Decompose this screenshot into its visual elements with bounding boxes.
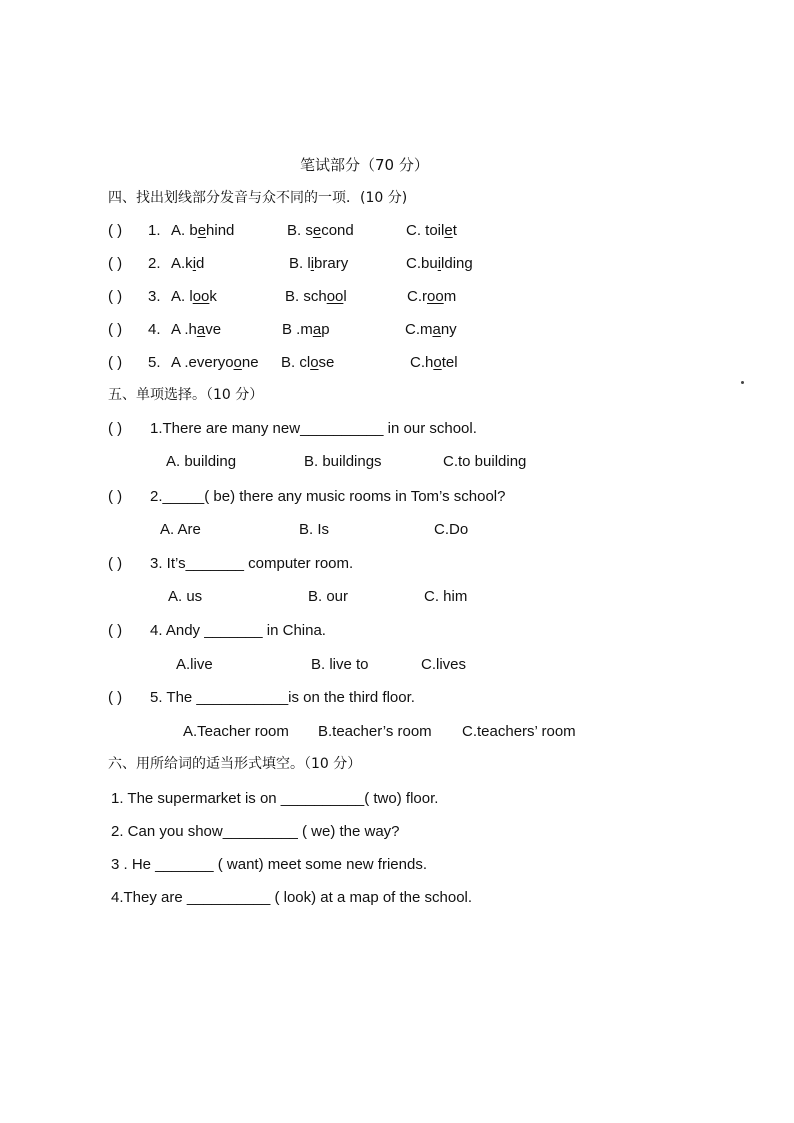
- option-text: A. l: [171, 288, 193, 305]
- underlined-letters: e: [197, 222, 207, 239]
- underlined-letters: a: [432, 321, 441, 338]
- option-text: brary: [314, 255, 349, 272]
- answer-bracket: ( ): [108, 255, 123, 272]
- option-b: [285, 288, 347, 306]
- question-number: 2.: [148, 255, 161, 272]
- option-text: A .h: [171, 321, 197, 338]
- underlined-letters: a: [196, 321, 206, 338]
- option-a: [171, 321, 221, 339]
- option-text: p: [321, 321, 330, 338]
- fill-in-item: 3 . He _______ ( want) meet some new friends.: [111, 856, 427, 873]
- option-c: C. him: [424, 588, 468, 605]
- option-b: B. our: [308, 588, 349, 605]
- underlined-letters: o: [310, 354, 319, 371]
- underlined-letters: oo: [192, 288, 210, 305]
- answer-bracket: ( ): [108, 555, 123, 572]
- option-c: C.lives: [421, 656, 467, 673]
- question-number: 4.: [148, 321, 161, 338]
- option-text: hind: [206, 222, 235, 239]
- option-text: ve: [205, 321, 222, 338]
- option-text: lding: [441, 255, 473, 272]
- underlined-letters: a: [312, 321, 322, 338]
- option-text: A. b: [171, 222, 198, 239]
- section-6-heading: 六、用所给词的适当形式填空。（10 分）: [108, 756, 362, 772]
- option-c: C.to building: [443, 453, 527, 470]
- answer-bracket: ( ): [108, 321, 123, 338]
- option-text: B .m: [282, 321, 313, 338]
- answer-bracket: ( ): [108, 354, 123, 371]
- option-text: l: [343, 288, 347, 305]
- underlined-letters: i: [192, 255, 197, 272]
- option-a: A. Are: [160, 521, 201, 538]
- option-text: C.m: [405, 321, 433, 338]
- answer-bracket: ( ): [108, 689, 123, 706]
- underlined-letters: o: [433, 354, 442, 371]
- fill-in-item: 4.They are __________ ( look) at a map of the school.: [111, 889, 473, 906]
- option-text: cond: [321, 222, 354, 239]
- option-text: k: [209, 288, 217, 305]
- section-4-heading: 四、找出划线部分发音与众不同的一项．(10 分): [108, 190, 408, 206]
- answer-bracket: ( ): [108, 222, 123, 239]
- option-c: C.teachers’ room: [462, 723, 576, 740]
- exam-title: 笔试部分（70 分）: [300, 156, 429, 174]
- option-b: [282, 321, 330, 339]
- option-b: B.teacher’s room: [318, 723, 432, 740]
- option-text: B. s: [287, 222, 313, 239]
- question-stem: 5. The ___________is on the third floor.: [150, 689, 415, 706]
- option-text: d: [196, 255, 205, 272]
- option-text: tel: [441, 354, 458, 371]
- question-number: 5.: [148, 354, 161, 371]
- option-text: ny: [440, 321, 457, 338]
- underlined-letters: o: [233, 354, 242, 371]
- question-stem: 4. Andy _______ in China.: [150, 622, 326, 639]
- option-a: [171, 288, 217, 306]
- underlined-letters: e: [312, 222, 322, 239]
- underlined-letters: oo: [427, 288, 444, 305]
- question-stem: 3. It’s_______ computer room.: [150, 555, 354, 572]
- answer-bracket: ( ): [108, 622, 123, 639]
- option-b: B. buildings: [304, 453, 382, 470]
- answer-bracket: ( ): [108, 488, 123, 505]
- option-a: [171, 354, 259, 372]
- scan-speck: [741, 381, 744, 384]
- option-text: B. sch: [285, 288, 327, 305]
- fill-in-item: 1. The supermarket is on __________( two) floor.: [111, 790, 439, 807]
- underlined-letters: i: [437, 255, 442, 272]
- underlined-letters: oo: [326, 288, 344, 305]
- underlined-letters: e: [444, 222, 453, 239]
- option-a: A. us: [168, 588, 203, 605]
- option-a: A. building: [166, 453, 237, 470]
- option-text: B. cl: [281, 354, 311, 371]
- fill-in-item: 2. Can you show_________ ( we) the way?: [111, 823, 400, 840]
- option-b: [287, 222, 354, 240]
- option-a: [171, 222, 234, 240]
- section-5-heading: 五、单项选择。（10 分）: [108, 387, 264, 403]
- question-stem: 1.There are many new__________ in our school.: [150, 420, 477, 437]
- question-number: 3.: [148, 288, 161, 305]
- option-a: A.live: [176, 656, 213, 673]
- option-text: C.r: [407, 288, 427, 305]
- option-a: A.Teacher room: [183, 723, 289, 740]
- option-b: B. live to: [311, 656, 369, 673]
- option-c: [405, 321, 457, 339]
- option-text: ne: [241, 354, 259, 371]
- option-text: A.k: [171, 255, 193, 272]
- underlined-letters: i: [310, 255, 315, 272]
- option-c: C.Do: [434, 521, 469, 538]
- option-b: [281, 354, 334, 372]
- option-a: [171, 255, 204, 273]
- option-text: t: [452, 222, 457, 239]
- question-stem: 2._____( be) there any music rooms in Tom’s school?: [150, 488, 506, 505]
- question-number: 1.: [148, 222, 161, 239]
- option-c: [406, 255, 473, 273]
- option-text: se: [318, 354, 335, 371]
- option-text: C. toil: [406, 222, 445, 239]
- option-text: B. l: [289, 255, 311, 272]
- option-text: C.h: [410, 354, 434, 371]
- option-c: [407, 288, 456, 306]
- option-text: m: [443, 288, 457, 305]
- answer-bracket: ( ): [108, 420, 123, 437]
- option-text: A .everyo: [171, 354, 234, 371]
- option-text: C.bu: [406, 255, 438, 272]
- option-b: [289, 255, 348, 273]
- option-c: [410, 354, 458, 372]
- answer-bracket: ( ): [108, 288, 123, 305]
- option-c: [406, 222, 457, 240]
- option-b: B. Is: [299, 521, 330, 538]
